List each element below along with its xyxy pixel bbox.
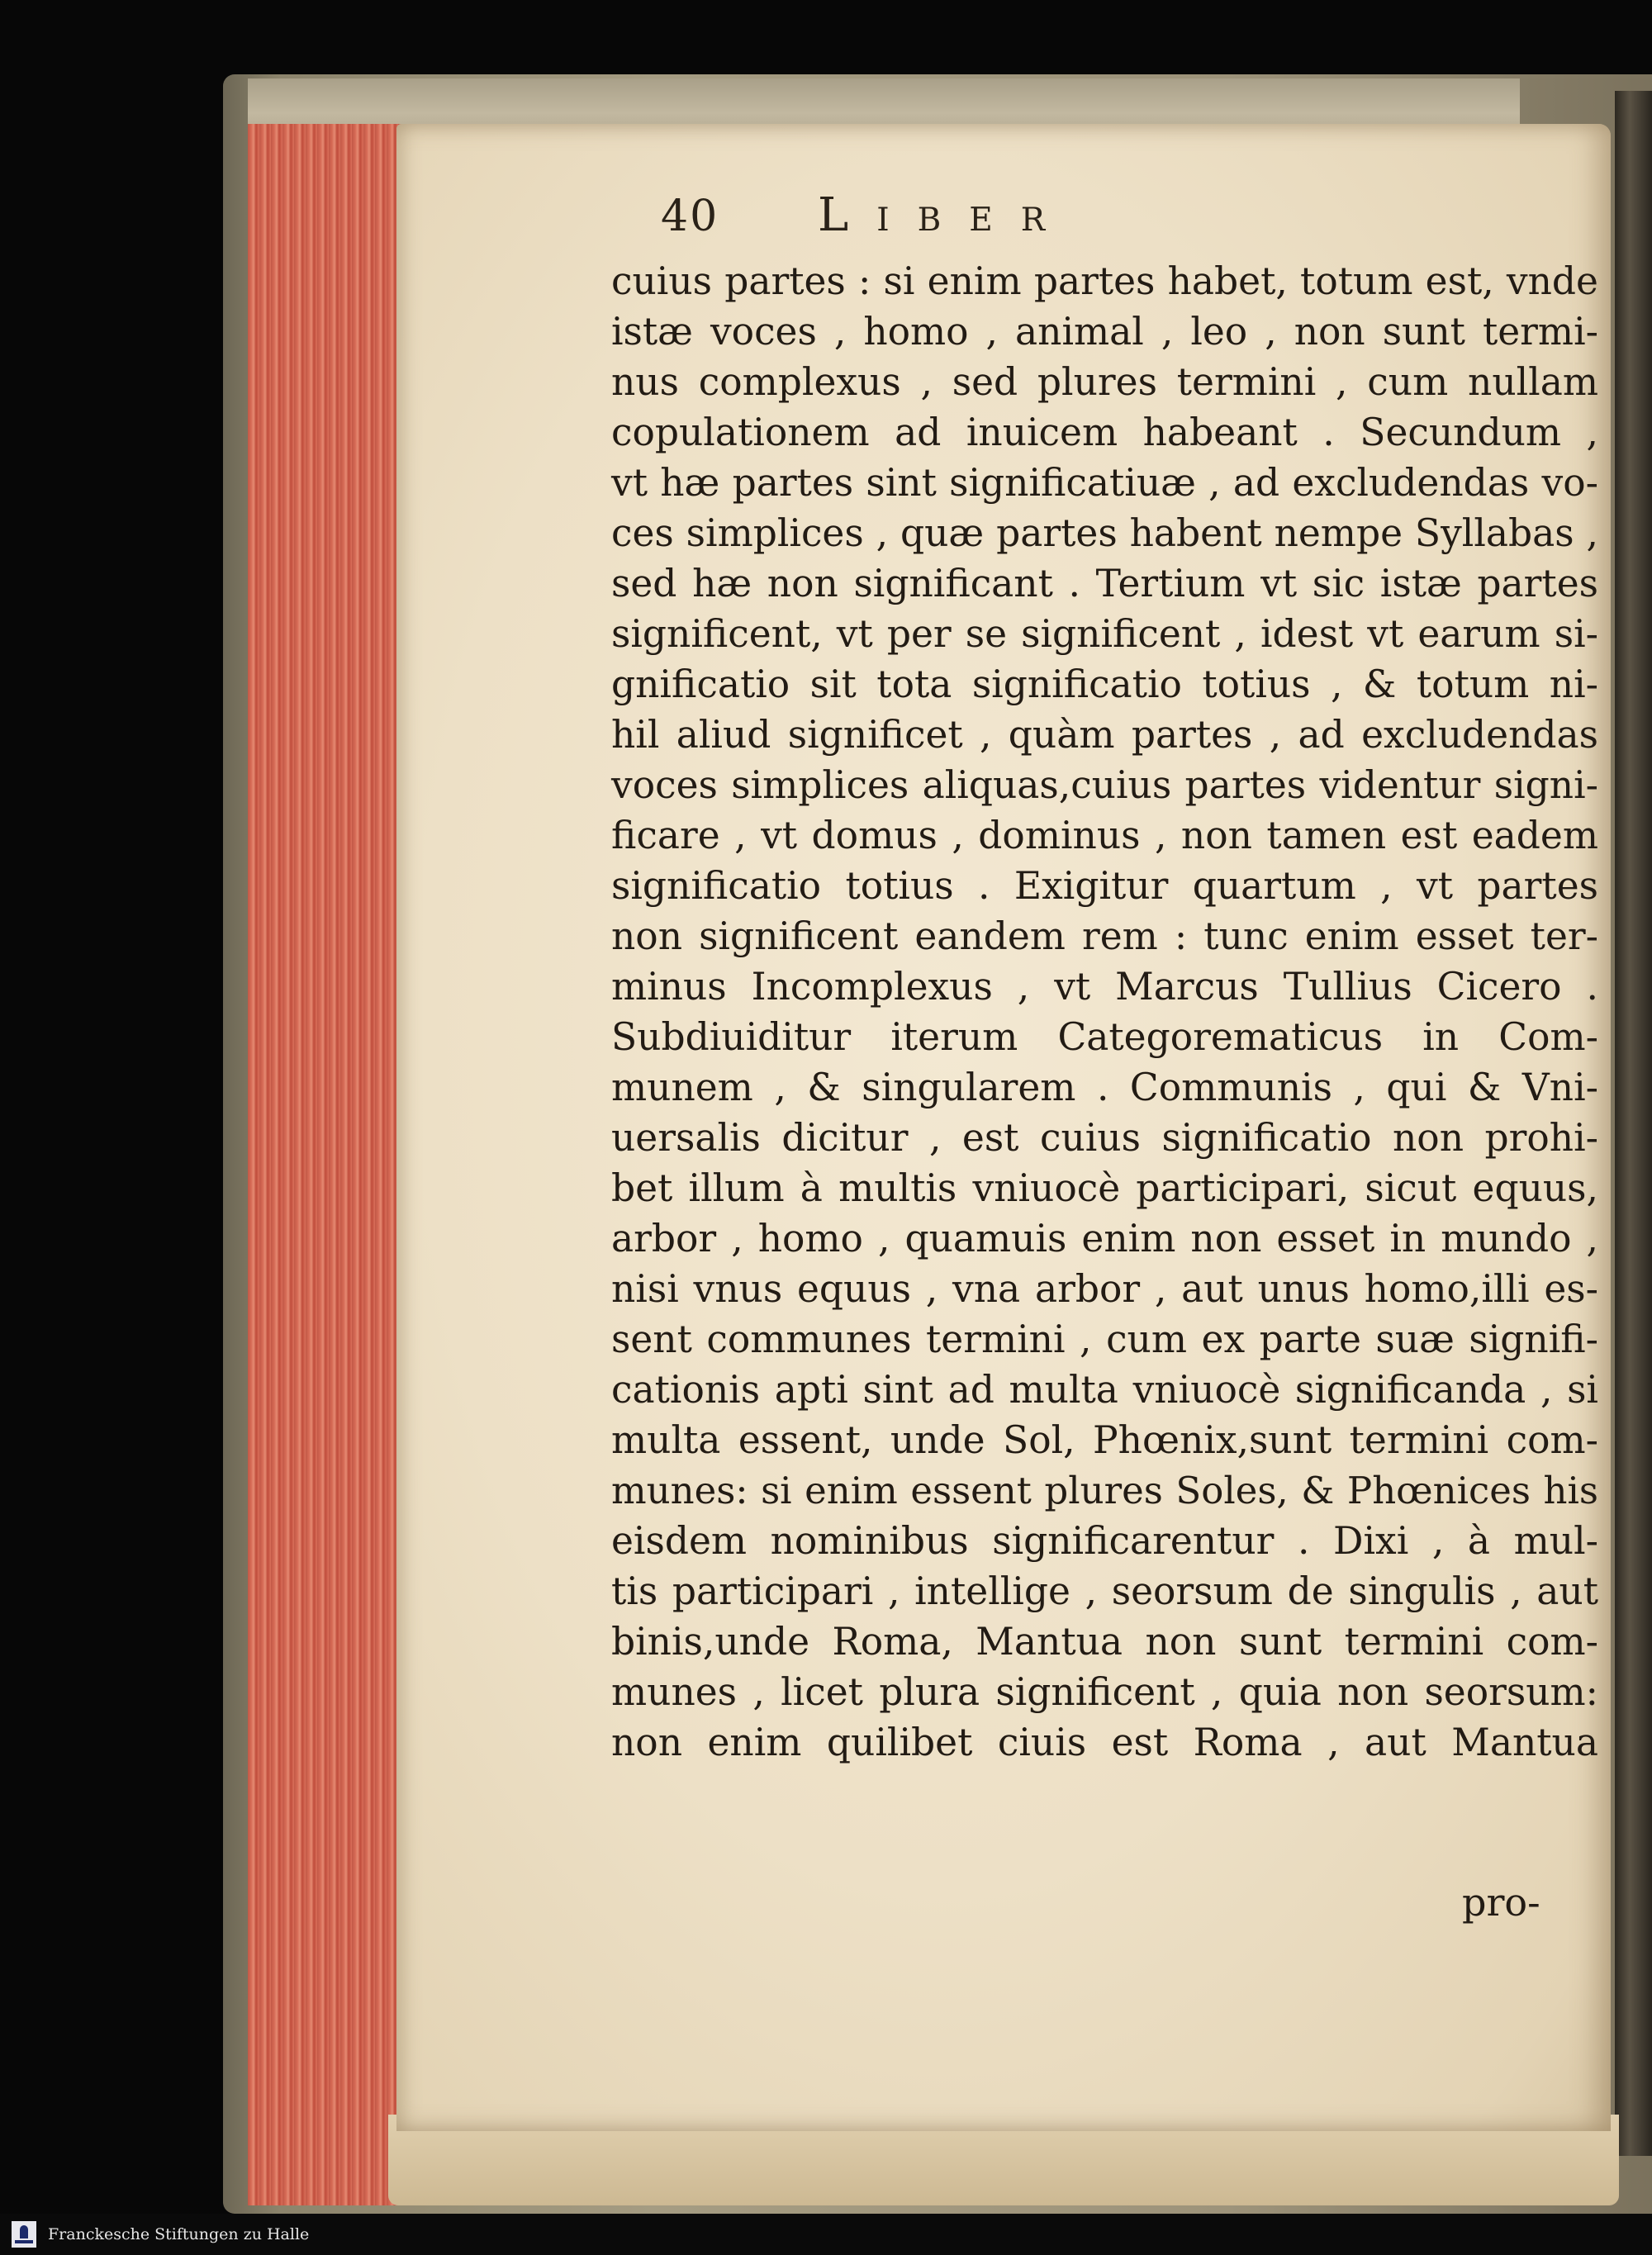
- text-line: sent communes termini , cum ex parte suæ signifi-: [611, 1317, 1598, 1361]
- text-line: voces simplices aliquas,cuius partes videntur signi-: [611, 763, 1598, 807]
- catchword: pro-: [1462, 1880, 1540, 1925]
- text-line: gnificatio sit tota significatio totius , & totum ni-: [611, 662, 1598, 706]
- page-number: 40: [661, 192, 719, 241]
- institution-name: Franckesche Stiftungen zu Halle: [48, 2225, 310, 2243]
- text-line: minus Incomplexus , vt Marcus Tullius Cicero .: [611, 965, 1598, 1009]
- text-line: uersalis dicitur , est cuius significatio non prohi-: [611, 1116, 1598, 1160]
- text-line: nus complexus , sed plures termini , cum nullam: [611, 360, 1598, 404]
- text-block: [611, 256, 1598, 1768]
- text-line: copulationem ad inuicem habeant . Secundum ,: [611, 411, 1598, 454]
- text-line: binis,unde Roma, Mantua non sunt termini com-: [611, 1620, 1598, 1664]
- text-line: hil aliud significet , quàm partes , ad excludendas: [611, 713, 1598, 757]
- text-line: cationis apti sint ad multa vniuocè significanda , si: [611, 1368, 1598, 1412]
- text-line: ficare , vt domus , dominus , non tamen est eadem: [611, 814, 1598, 857]
- text-line: istæ voces , homo , animal , leo , non sunt termi-: [611, 310, 1598, 354]
- footer-bar: [0, 2214, 1652, 2255]
- running-head: Liber: [818, 188, 1074, 242]
- text-line: sed hæ non significant . Tertium vt sic istæ partes: [611, 562, 1598, 605]
- text-line: munes: si enim essent plures Soles, & Phœnices his: [611, 1469, 1598, 1512]
- facing-page-edge: [1615, 91, 1652, 2156]
- text-line: non enim quilibet ciuis est Roma , aut Mantua: [611, 1721, 1598, 1764]
- text-line: nisi vnus equus , vna arbor , aut unus homo,illi es-: [611, 1267, 1598, 1311]
- institution-logo-icon: [12, 2221, 36, 2248]
- text-line: tis participari , intellige , seorsum de singulis , aut: [611, 1569, 1598, 1613]
- text-line: non significent eandem rem : tunc enim esset ter-: [611, 914, 1598, 958]
- page-header: [661, 188, 1487, 258]
- text-line: munem , & singularem . Communis , qui & Vni-: [611, 1066, 1598, 1109]
- text-line: significent, vt per se significent , idest vt earum si-: [611, 612, 1598, 656]
- text-line: multa essent, unde Sol, Phœnix,sunt termini com-: [611, 1418, 1598, 1462]
- text-line: arbor , homo , quamuis enim non esset in mundo ,: [611, 1217, 1598, 1260]
- text-line: eisdem nominibus significarentur . Dixi , à mul-: [611, 1519, 1598, 1563]
- text-line: ces simplices , quæ partes habent nempe Syllabas ,: [611, 511, 1598, 555]
- text-line: cuius partes : si enim partes habet, totum est, vnde: [611, 259, 1598, 303]
- text-line: munes , licet plura significent , quia non seorsum:: [611, 1670, 1598, 1714]
- text-line: Subdiuiditur iterum Categorematicus in Com-: [611, 1015, 1598, 1059]
- text-line: bet illum à multis vniuocè participari, sicut equus,: [611, 1166, 1598, 1210]
- text-line: vt hæ partes sint significatiuæ , ad excludendas vo-: [611, 461, 1598, 505]
- text-line: significatio totius . Exigitur quartum , vt partes: [611, 864, 1598, 908]
